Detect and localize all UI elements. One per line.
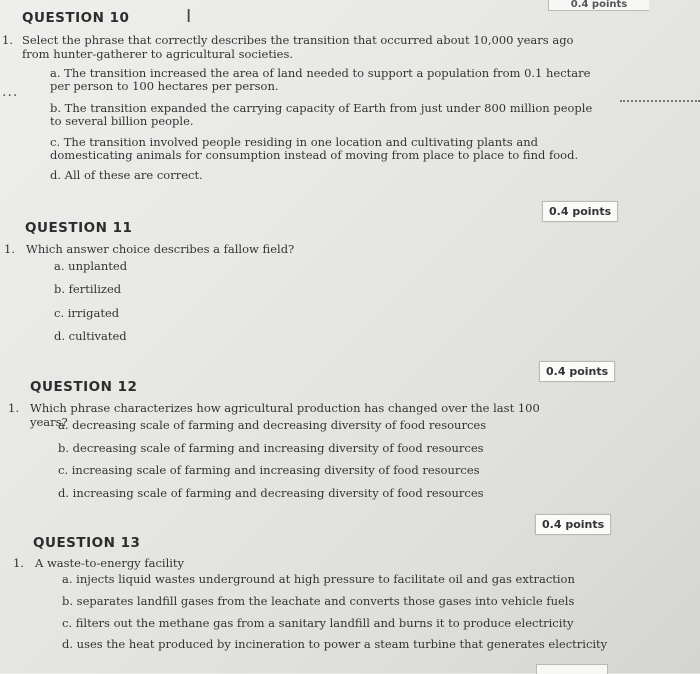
question-10-stem: Select the phrase that correctly describes the transition that occurred about 10,000 years ago from hunter-gatherer to agricultural societies.	[22, 33, 574, 61]
question-13-option-b[interactable]: b. separates landfill gases from the leachate and converts those gases into vehicle fuels	[62, 594, 575, 608]
question-13-points-badge: 0.4 points	[535, 514, 611, 535]
question-11-points-badge: 0.4 points	[542, 201, 618, 222]
question-10-option-c[interactable]: c. The transition involved people residing in one location and cultivating plants and domesticating animals for consumption instead of moving from place to place to find food.	[50, 135, 579, 162]
question-13-option-a[interactable]: a. injects liquid wastes underground at high pressure to facilitate oil and gas extraction	[62, 572, 575, 586]
question-11-stem: Which answer choice describes a fallow field?	[26, 242, 295, 256]
question-10-option-d[interactable]: d. All of these are correct.	[50, 168, 203, 182]
question-12-option-c[interactable]: c. increasing scale of farming and increasing diversity of food resources	[58, 463, 480, 477]
question-10-title: QUESTION 10	[22, 10, 130, 26]
question-11-number: 1.	[4, 242, 15, 256]
question-12-number: 1.	[8, 401, 19, 415]
question-12-stem: Which phrase characterizes how agricultural production has changed over the last 100 years?	[30, 401, 540, 429]
question-13-option-c[interactable]: c. filters out the methane gas from a sanitary landfill and burns it to produce electricity	[62, 616, 574, 630]
question-13-number: 1.	[13, 556, 24, 570]
question-13-option-d[interactable]: d. uses the heat produced by incineration to power a steam turbine that generates electricity	[62, 637, 608, 651]
question-12-option-a[interactable]: a. decreasing scale of farming and decreasing diversity of food resources	[58, 418, 487, 432]
divider-dotted	[620, 100, 700, 102]
question-12-option-d[interactable]: d. increasing scale of farming and decreasing diversity of food resources	[58, 486, 484, 500]
question-11-option-b[interactable]: b. fertilized	[54, 282, 122, 296]
question-12-points-badge: 0.4 points	[539, 361, 615, 382]
points-badge-partial-top: 0.4 points	[548, 0, 649, 11]
question-13-title: QUESTION 13	[33, 535, 141, 551]
text-cursor-icon: I	[186, 6, 192, 27]
question-12-option-b[interactable]: b. decreasing scale of farming and increasing diversity of food resources	[58, 441, 484, 455]
question-11-option-a[interactable]: a. unplanted	[54, 259, 128, 273]
question-13-stem: A waste-to-energy facility	[35, 556, 185, 570]
question-10-option-a[interactable]: a. The transition increased the area of land needed to support a population from 0.1 hectare per person to 100 hectares per person.	[50, 66, 591, 93]
more-options-icon[interactable]: ...	[2, 84, 19, 100]
question-11-option-d[interactable]: d. cultivated	[54, 329, 127, 343]
question-10-number: 1.	[2, 33, 13, 47]
question-11-option-c[interactable]: c. irrigated	[54, 306, 120, 320]
question-11-title: QUESTION 11	[25, 220, 133, 236]
question-12-title: QUESTION 12	[30, 379, 138, 395]
question-10-option-b[interactable]: b. The transition expanded the carrying capacity of Earth from just under 800 million people to several billion people.	[50, 101, 593, 128]
